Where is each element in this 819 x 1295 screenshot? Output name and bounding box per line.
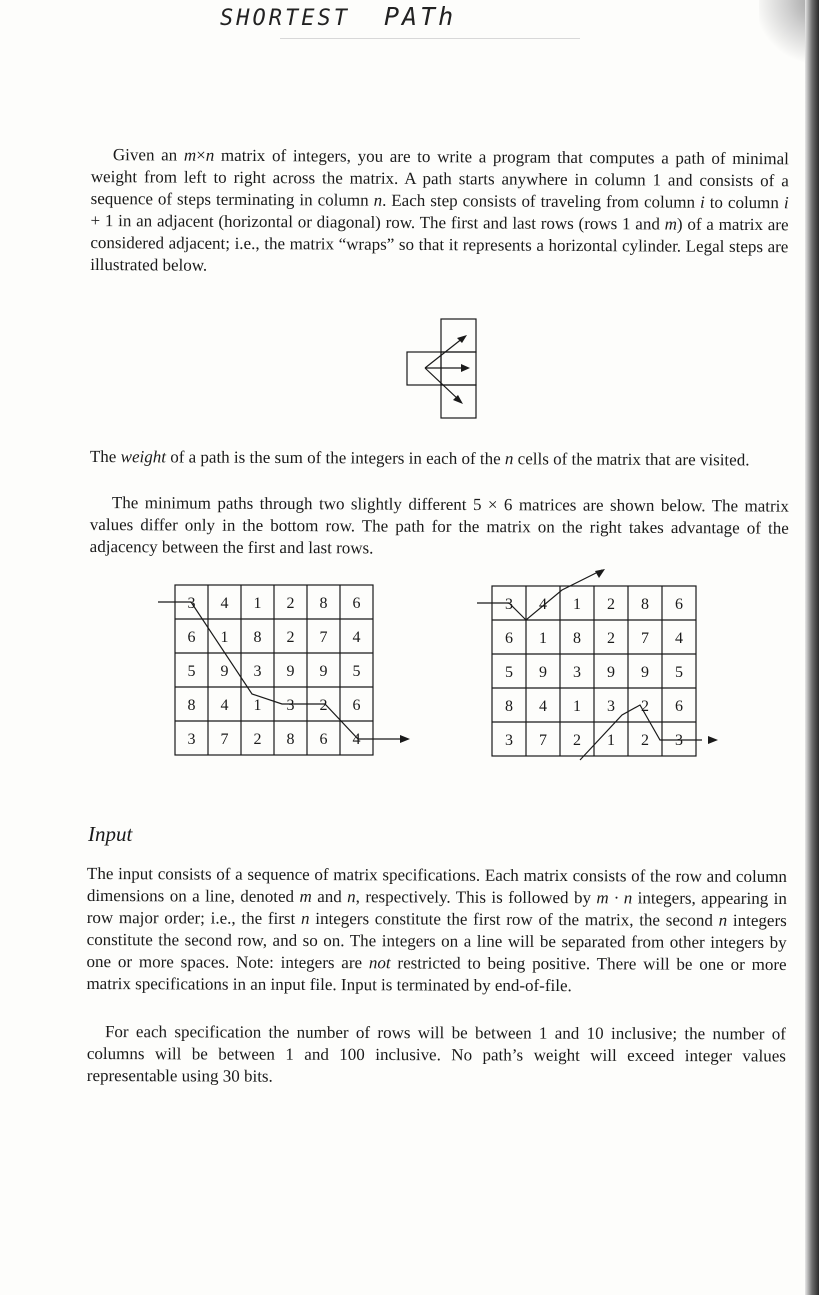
right-matrix-cell: 8 [573,630,581,647]
left-matrix-cell: 2 [253,731,262,748]
left-matrix-grid [175,585,373,755]
input-text: integers constitute the first row of the matrix, the second [309,908,719,930]
right-matrix-cell: 3 [573,664,581,681]
left-matrix-cell: 1 [253,595,262,612]
right-matrix-cell: 3 [505,596,513,613]
weight-text: of a path is the sum of the integers in each of the [165,447,505,469]
right-matrix-cell: 2 [607,630,615,647]
weight-emphasis: weight [120,447,167,467]
left-matrix-cell: 8 [187,697,196,714]
right-matrix-cell: 2 [641,698,649,715]
weight-text: cells of the matrix that are visited. [513,449,750,470]
right-matrix-cell: 4 [675,630,683,647]
var-m: m [183,145,197,165]
not-emphasis: not [368,953,391,973]
right-matrix-cell: 2 [641,732,649,749]
intro-text: . Each step consists of traveling from column [382,190,701,212]
right-matrix-cell: 6 [505,630,513,647]
intro-paragraph [90,144,789,280]
right-matrix-cell: 8 [505,698,513,715]
right-matrix-cell: 6 [675,596,683,613]
right-matrix-cell: 1 [607,732,615,749]
intro-text: matrix of integers, you are to write a program that computes a path of minimal weight from left to right across the matrix. A path starts anywhere in column 1 and consists of a sequence of steps terminating in column [90,145,789,210]
left-matrix-cell: 3 [286,697,295,714]
input-heading: Input [88,822,133,846]
constraints-paragraph: For each specification the number of rows will be between 1 and 10 inclusive; the number of columns will be between 1 and 100 inclusive. No path’s weight will exceed integer values representable using 30 bits. [86,1022,786,1086]
input-text: integers constitute the second row, and so on. The integers on a line will be separated from other integers by one or more spaces. Note: integers are [86,910,787,973]
left-matrix-cell: 6 [319,731,328,748]
left-matrix-cell: 3 [187,595,196,612]
left-matrix-cell: 8 [286,731,295,748]
weight-paragraph [90,446,789,472]
right-matrix-cell: 1 [573,596,581,613]
right-matrix-cell: 3 [505,732,513,749]
left-matrix-cell: 4 [352,731,361,748]
left-matrix-cell: 8 [319,595,328,612]
left-matrix-cell: 3 [253,663,262,680]
right-matrix-cell: 9 [607,664,615,681]
left-matrix-cell: 9 [220,663,229,680]
right-matrix-cell: 5 [675,664,683,681]
var-n: n [504,449,514,469]
right-matrix-grid [492,586,696,756]
right-matrix-cell: 4 [539,698,547,715]
left-matrix-cell: 6 [352,697,361,714]
right-matrix-cell: 7 [641,630,649,647]
left-matrix-cell: 9 [286,663,295,680]
step-cell-top [441,319,476,352]
var-n: n [718,910,728,930]
matrix-right [472,575,732,765]
left-matrix-cell: 6 [187,629,196,646]
var-n: n [373,190,383,210]
left-matrix-cell: 2 [286,629,295,646]
input-text: and [311,886,348,907]
left-matrix-cell: 8 [253,629,262,646]
left-matrix-cell: 9 [319,663,328,680]
var-n: n [300,908,310,928]
right-path-arrowhead [708,736,718,744]
intro-text: to column [704,192,784,213]
right-matrix-cell: 3 [675,732,683,749]
input-text: The input consists of a sequence of matrix specifications. Each matrix consists of the row and column dimensions on a line, denoted [86,864,787,906]
right-path-wrap-arrowhead [595,569,605,578]
arrowhead-right [461,364,470,372]
intro-text: + 1 in an adjacent (horizontal or diagonal) row. The first and last rows (rows 1 and [90,210,665,234]
right-matrix-cell: 4 [539,596,547,613]
left-matrix-cell: 4 [220,595,229,612]
left-matrix-cell: 2 [319,697,328,714]
left-matrix-cell: 6 [352,595,361,612]
left-matrix-cell: 3 [187,731,196,748]
right-matrix-cell: 9 [539,664,547,681]
step-arrow-down [425,368,459,400]
right-matrix-cell: 6 [675,698,683,715]
right-matrix-cell: 1 [539,630,547,647]
times-sign: × [196,145,206,165]
left-matrix-cell: 7 [220,731,229,748]
right-matrix-cell: 2 [573,732,581,749]
scan-artifact-line [280,38,580,39]
left-matrix-cell: 5 [187,663,196,680]
var-n: n [205,145,215,165]
left-matrix-cell: 1 [253,697,262,714]
input-text: restricted to being positive. There will be one or more matrix specifications in an input file. Input is terminated by end-of-file. [86,953,787,996]
left-matrix-cell: 2 [286,595,295,612]
left-matrix-cell: 5 [352,663,361,680]
right-matrix-cell: 1 [573,698,581,715]
scan-edge-shadow [805,0,819,1295]
left-matrix-cell: 4 [220,697,229,714]
right-matrix-cell: 3 [607,698,615,715]
input-paragraph [86,863,787,998]
right-matrix-cell: 5 [505,664,513,681]
var-m: m [299,886,312,906]
left-matrix-cell: 4 [352,629,361,646]
intro-text: ) of a matrix are considered adjacent; i.e., the matrix “wraps” so that it represents a horizontal cylinder. Legal steps are illustrated below. [90,214,789,275]
var-m-dot-n: m · n [596,888,633,908]
legal-steps-diagram [405,318,480,423]
intro-text: Given an [112,145,184,165]
var-i: i [699,192,705,212]
left-path-arrowhead [400,735,410,743]
input-text: , respectively. This is followed by [355,887,597,908]
input-text: integers, appearing in row major order; i.e., the first [86,888,787,928]
var-n: n [347,887,356,907]
step-arrow-up [425,338,463,368]
handwritten-title [220,2,456,31]
matrix-left [158,580,418,765]
handwritten-word-2: PATh [383,2,457,31]
var-m: m [664,214,678,234]
weight-text: The [89,447,121,467]
minpath-paragraph: The minimum paths through two slightly different 5 × 6 matrices are shown below. The matrix values differ only in the bottom row. The path for the matrix on the right takes advantage of the adjacency between the first and last rows. [89,493,789,558]
right-matrix-cell: 9 [641,664,649,681]
right-matrix-cell: 7 [539,732,547,749]
right-matrix-cell: 2 [607,596,615,613]
right-matrix-cell: 8 [641,596,649,613]
left-matrix-cell: 7 [319,629,328,646]
var-i: i [783,193,789,213]
left-matrix-cell: 1 [220,629,229,646]
handwritten-word-1: SHORTEST [220,6,350,31]
